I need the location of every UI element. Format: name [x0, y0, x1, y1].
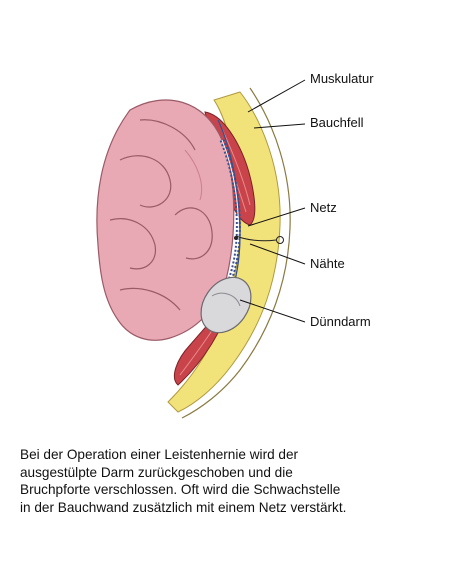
leader-line-peritoneum: [254, 124, 305, 128]
caption-line: ausgestülpte Darm zurückgeschoben und die: [20, 464, 293, 480]
label-sutures: Nähte: [310, 256, 345, 271]
label-small-intestine: Dünndarm: [310, 314, 371, 329]
label-mesh: Netz: [310, 200, 337, 215]
label-peritoneum: Bauchfell: [310, 115, 364, 130]
leader-line-muscle: [248, 80, 305, 112]
caption-line: Bei der Operation einer Leistenhernie wird der: [20, 447, 299, 462]
label-muscle: Muskulatur: [310, 71, 374, 86]
caption-line: in der Bauchwand zusätzlich mit einem Netz verstärkt.: [20, 499, 347, 515]
suture-point: [234, 236, 238, 240]
caption-line: Bruchpforte verschlossen. Oft wird die Schwachstelle: [20, 482, 341, 497]
caption: [20, 446, 460, 516]
